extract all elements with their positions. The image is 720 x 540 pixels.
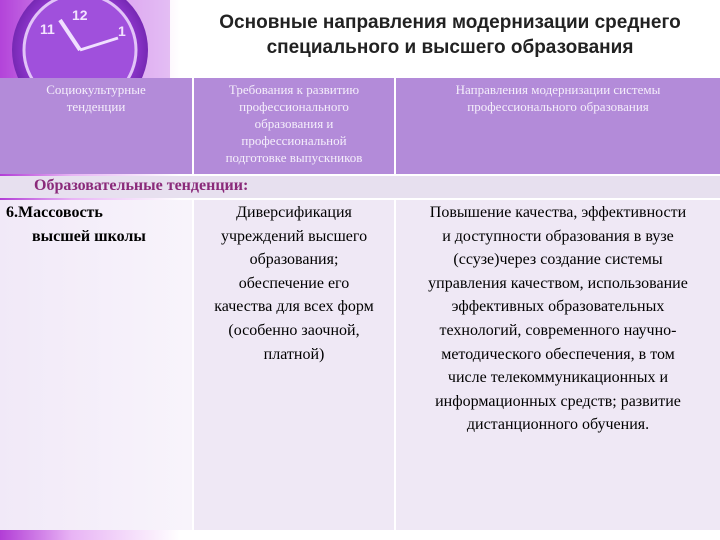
- cell-dir-line: (ссузе)через создание системы: [453, 251, 663, 269]
- cell-dir-line: информационных средств; развитие: [435, 392, 681, 410]
- slide-title: [180, 10, 720, 60]
- cell-req-line: учреждений высшего: [220, 227, 368, 245]
- cell-dir-line: управления качеством, использование: [428, 274, 688, 292]
- cell-requirements: [194, 201, 394, 366]
- cell-req-line: обеспечение его: [238, 274, 350, 292]
- cell-trend-line: высшей школы: [32, 227, 146, 245]
- cell-req-line: образования;: [249, 251, 339, 269]
- cell-dir-line: дистанционного обучения.: [466, 416, 650, 434]
- cell-req-line: Диверсификация: [236, 204, 352, 221]
- header-2-line: подготовке выпускников: [225, 150, 363, 165]
- title-line-2: специального и высшего образования: [266, 37, 634, 58]
- cell-trend: [6, 201, 192, 248]
- modernization-table: [0, 78, 720, 530]
- cell-req-line: платной): [263, 345, 325, 363]
- svg-text:1: 1: [118, 23, 126, 39]
- cell-dir-line: числе телекоммуникационных и: [447, 369, 669, 387]
- cell-req-line: качества для всех форм: [214, 298, 374, 316]
- cell-req-line: (особенно заочной,: [228, 321, 360, 339]
- cell-dir-line: Повышение качества, эффективности: [429, 204, 687, 221]
- header-2-line: образования и: [254, 116, 334, 131]
- cell-directions: [396, 201, 720, 437]
- header-modernization-directions: [396, 78, 720, 174]
- svg-text:12: 12: [72, 7, 88, 23]
- header-1-line: Социокультурные: [46, 82, 146, 97]
- header-1-line: тенденции: [66, 99, 126, 114]
- cell-dir-line: методического обеспечения, в том: [441, 345, 675, 363]
- cell-dir-line: технологий, современного научно-: [439, 321, 677, 339]
- header-3-line: Направления модернизации системы: [455, 82, 661, 97]
- header-2-line: профессионального: [239, 99, 349, 114]
- clock-icon: [0, 0, 170, 80]
- subheader-educational-trends: Образовательные тенденции:: [34, 177, 249, 194]
- cell-dir-line: и доступности образования в вузе: [442, 227, 674, 245]
- header-2-line: профессиональной: [241, 133, 347, 148]
- body-column-1-bg: [0, 200, 192, 530]
- header-sociocultural-trends: [0, 78, 192, 174]
- header-2-line: Требования к развитию: [228, 82, 360, 97]
- cell-dir-line: эффективных образовательных: [451, 298, 665, 316]
- header-3-line: профессионального образования: [467, 99, 649, 114]
- subheader-row: [0, 176, 720, 198]
- cell-trend-line: 6.Массовость: [6, 204, 103, 221]
- header-requirements: [194, 78, 394, 174]
- svg-text:11: 11: [40, 21, 55, 37]
- title-line-1: Основные направления модернизации среднего: [219, 12, 681, 33]
